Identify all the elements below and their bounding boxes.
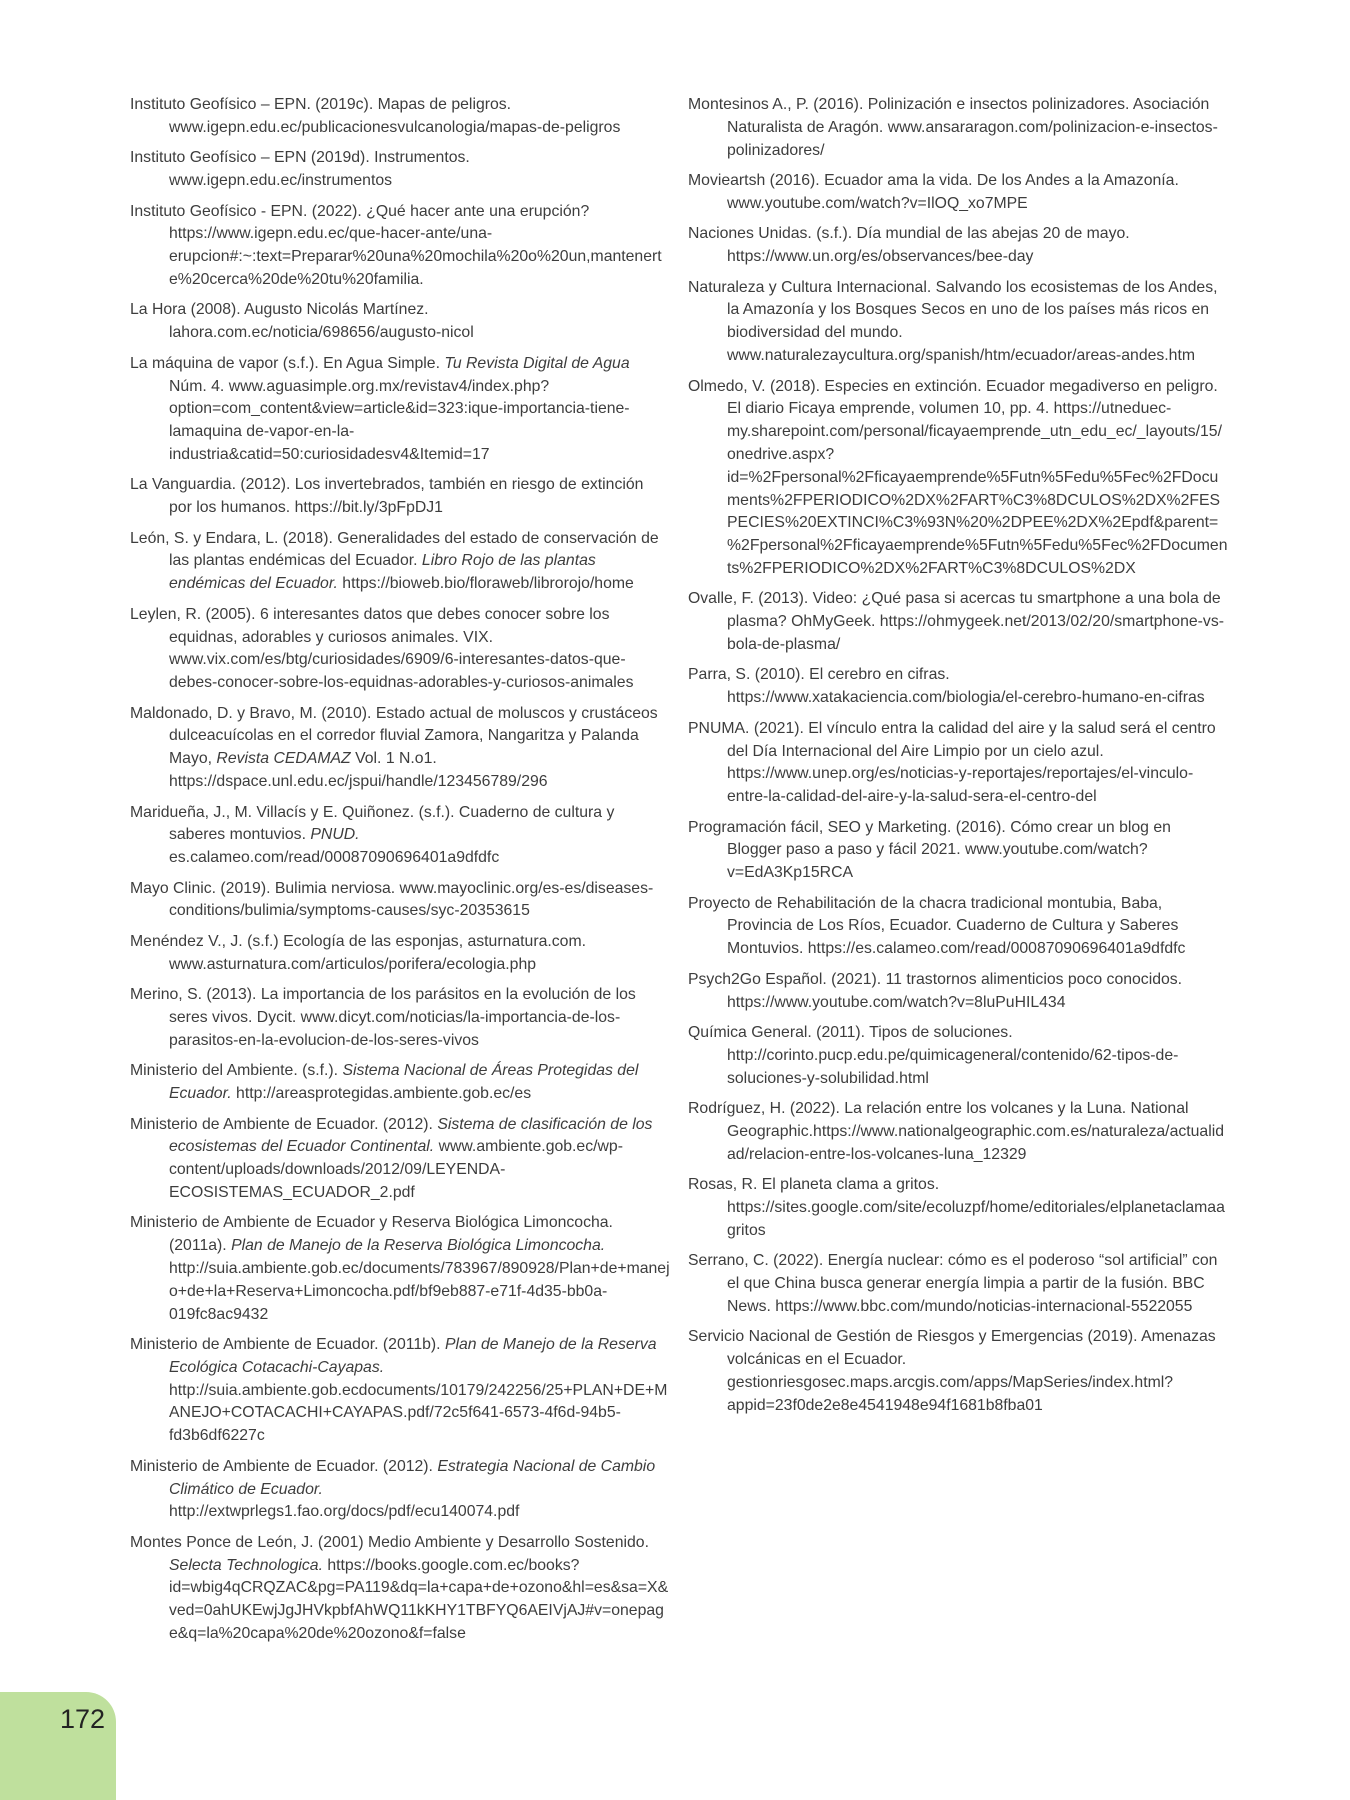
reference-text: León, S. y Endara, L. (2018). Generalidades del estado de conservación de las plantas endémicas del Ecuador. (130, 529, 659, 570)
reference-entry (130, 703, 670, 794)
reference-text: Naciones Unidas. (s.f.). Día mundial de las abejas 20 de mayo. https://www.un.org/es/observances/bee-day (688, 225, 1130, 266)
reference-text: https://bioweb.bio/floraweb/librorojo/home (337, 575, 634, 593)
reference-text: Naturaleza y Cultura Internacional. Salvando los ecosistemas de los Andes, la Amazonía y los Bosques Secos en uno de los países más ricos en biodiversidad del mundo. www.naturalezaycultura.org/spanish/htm/ecuador/areas-andes.htm (688, 278, 1218, 365)
reference-entry (688, 817, 1228, 885)
reference-entry (130, 1456, 670, 1524)
reference-entry (688, 223, 1228, 269)
reference-entry (688, 376, 1228, 581)
reference-text: La Hora (2008). Augusto Nicolás Martínez. lahora.com.ec/noticia/698656/augusto-nicol (130, 301, 474, 342)
reference-entry (130, 201, 670, 292)
reference-text: Mayo Clinic. (2019). Bulimia nerviosa. www.mayoclinic.org/es-es/diseases-conditions/bulimia/symptoms-causes/syc-20353615 (130, 879, 654, 920)
reference-text: Leylen, R. (2005). 6 interesantes datos que debes conocer sobre los equidnas, adorables y curiosos animales. VIX. www.vix.com/es/btg/curiosidades/6909/6-interesantes-datos-que-debes-conocer-sobre-los-equidnas-adorables-y-curiosos-animales (130, 605, 634, 692)
reference-entry (130, 1114, 670, 1205)
reference-entry (688, 664, 1228, 710)
reference-text: Rosas, R. El planeta clama a gritos. https://sites.google.com/site/ecoluzpf/home/editoriales/elplanetaclamaagritos (688, 1176, 1225, 1239)
reference-text: Ministerio del Ambiente. (s.f.). (130, 1062, 343, 1080)
reference-entry (130, 147, 670, 193)
reference-title-italic: Estrategia Nacional de Cambio Climático de Ecuador. (169, 1457, 656, 1498)
reference-title-italic: Sistema Nacional de Áreas Protegidas del Ecuador. (169, 1062, 639, 1103)
reference-column-left (130, 94, 670, 1653)
reference-entry (130, 1212, 670, 1326)
reference-text: https://books.google.com.ec/books?id=wbig4qCRQZAC&pg=PA119&dq=la+capa+de+ozono&hl=es&sa=X&ved=0ahUKEwjJgJHVkpbfAhWQ11kKHY1TBFYQ6AEIVjAJ#v=onepage&q=la%20capa%20de%20ozono&f=false (169, 1556, 669, 1642)
page-number: 172 (60, 1704, 106, 1734)
reference-text: PNUMA. (2021). El vínculo entra la calidad del aire y la salud será el centro del Día Internacional del Aire Limpio por un cielo azul. https://www.unep.org/es/noticias-y-reportajes/reportajes/el-vinculo-entre-la-calidad-del-aire-y-la-salud-sera-el-centro-del (688, 719, 1216, 806)
reference-entry (130, 1334, 670, 1448)
reference-column-right (688, 94, 1228, 1425)
reference-title-italic: Sistema de clasificación de los ecosistemas del Ecuador Continental. (169, 1115, 653, 1156)
reference-text: Olmedo, V. (2018). Especies en extinción. Ecuador megadiverso en peligro. El diario Ficaya emprende, volumen 10, pp. 4. https://utneduec-my.sharepoint.com/personal/ficayaemprende_utn_edu_ec/_layouts/15/onedrive.aspx?id=%2Fpersonal%2Fficayaemprende%5Futn%5Fedu%5Fec%2FDocuments%2FPERIODICO%2DX%2FART%C3%8DCULOS%2DX%2FESPECIES%20EXTINCI%C3%93N%20%2DPEE%2DX%2Epdf&parent=%2Fpersonal%2Fficayaemprende%5Futn%5Fedu%5Fec%2FDocuments%2FPERIODICO%2DX%2FART%C3%8DCULOS%2DX (688, 377, 1228, 577)
reference-entry (130, 474, 670, 520)
reference-text: http://areasprotegidas.ambiente.gob.ec/es (231, 1085, 532, 1103)
reference-text: Movieartsh (2016). Ecuador ama la vida. De los Andes a la Amazonía. www.youtube.com/watch?v=IlOQ_xo7MPE (688, 172, 1179, 212)
reference-entry (688, 94, 1228, 162)
reference-entry (688, 1326, 1228, 1417)
reference-text: Menéndez V., J. (s.f.) Ecología de las esponjas, asturnatura.com. www.asturnatura.com/articulos/porifera/ecologia.php (130, 932, 587, 973)
reference-title-italic: PNUD. (310, 826, 360, 844)
reference-text: Instituto Geofísico – EPN (2019d). Instrumentos. www.igepn.edu.ec/instrumentos (130, 149, 470, 190)
reference-text: es.calameo.com/read/00087090696401a9dfdfc (169, 849, 500, 867)
reference-title-italic: Selecta Technologica. (169, 1556, 323, 1574)
reference-entry (688, 588, 1228, 656)
reference-entry (130, 299, 670, 345)
reference-text: Maridueña, J., M. Villacís y E. Quiñonez. (s.f.). Cuaderno de cultura y saberes montuvios. (130, 803, 615, 844)
reference-title-italic: Revista CEDAMAZ (216, 750, 351, 768)
reference-text: Ministerio de Ambiente de Ecuador. (2011b). (130, 1336, 445, 1354)
reference-entry (688, 1250, 1228, 1318)
reference-text: Instituto Geofísico – EPN. (2019c). Mapas de peligros. www.igepn.edu.ec/publicacionesvulcanologia/mapas-de-peligros (130, 96, 621, 136)
reference-entry (130, 878, 670, 924)
reference-entry (688, 1022, 1228, 1090)
reference-text: http://suia.ambiente.gob.ec/documents/783967/890928/Plan+de+manejo+de+la+Reserva+Limoncocha.pdf/bf9eb887-e71f-4d35-bb0a-019fc8ac9432 (169, 1259, 670, 1323)
reference-entry (130, 984, 670, 1052)
reference-entry (130, 528, 670, 596)
reference-entry (688, 170, 1228, 216)
reference-text: Serrano, C. (2022). Energía nuclear: cómo es el poderoso “sol artificial” con el que China busca generar energía limpia a partir de la fusión. BBC News. https://www.bbc.com/mundo/noticias-internacional-5522055 (688, 1252, 1218, 1315)
reference-text: Ministerio de Ambiente de Ecuador. (2012). (130, 1457, 438, 1475)
reference-text: La Vanguardia. (2012). Los invertebrados, también en riesgo de extinción por los humanos. https://bit.ly/3pFpDJ1 (130, 476, 644, 517)
reference-text: Rodríguez, H. (2022). La relación entre los volcanes y la Luna. National Geographic.https://www.nationalgeographic.com.es/naturaleza/actualidad/relacion-entre-los-volcanes-luna_12329 (688, 1100, 1225, 1163)
reference-text: Psych2Go Español. (2021). 11 trastornos alimenticios poco conocidos. https://www.youtube.com/watch?v=8luPuHIL434 (688, 970, 1183, 1011)
reference-text: http://suia.ambiente.gob.ecdocuments/10179/242256/25+PLAN+DE+MANEJO+COTACACHI+CAYAPAS.pdf/72c5f641-6573-4f6d-94b5-fd3b6df6227c (169, 1381, 668, 1445)
reference-text: Ovalle, F. (2013). Video: ¿Qué pasa si acercas tu smartphone a una bola de plasma? OhMyGeek. https://ohmygeek.net/2013/02/20/smartphone-vs-bola-de-plasma/ (688, 590, 1224, 653)
reference-text: La máquina de vapor (s.f.). En Agua Simple. (130, 354, 445, 372)
reference-text: Química General. (2011). Tipos de soluciones. http://corinto.pucp.edu.pe/quimicageneral/contenido/62-tipos-de-soluciones-y-solubilidad.html (688, 1024, 1179, 1087)
reference-text: Vol. 1 N.o1. https://dspace.unl.edu.ec/jspui/handle/123456789/296 (169, 750, 548, 791)
reference-entry (688, 718, 1228, 809)
reference-title-italic: Plan de Manejo de la Reserva Biológica Limoncocha. (231, 1237, 606, 1255)
reference-entry (130, 802, 670, 870)
reference-title-italic: Tu Revista Digital de Agua (444, 354, 630, 372)
reference-text: Ministerio de Ambiente de Ecuador y Reserva Biológica Limoncocha. (2011a). (130, 1214, 613, 1255)
reference-text: Proyecto de Rehabilitación de la chacra tradicional montubia, Baba, Provincia de Los Ríos, Ecuador. Cuaderno de Cultura y Saberes Montuvios. https://es.calameo.com/read/00087090696401a9dfdfc (688, 894, 1186, 958)
reference-entry (688, 1174, 1228, 1242)
reference-entry (688, 277, 1228, 368)
reference-entry (130, 94, 670, 140)
reference-title-italic: Plan de Manejo de la Reserva Ecológica Cotacachi-Cayapas. (169, 1336, 657, 1376)
reference-text: Merino, S. (2013). La importancia de los parásitos en la evolución de los seres vivos. Dycit. www.dicyt.com/noticias/la-importancia-de-los-parasitos-en-la-evolucion-de-los-seres-vivos (130, 986, 636, 1049)
reference-entry (130, 353, 670, 467)
reference-text: http://extwprlegs1.fao.org/docs/pdf/ecu140074.pdf (169, 1503, 520, 1521)
reference-text: www.ambiente.gob.ec/wp-content/uploads/downloads/2012/09/LEYENDA-ECOSISTEMAS_ECUADOR_2.pdf (169, 1138, 623, 1201)
reference-text: Servicio Nacional de Gestión de Riesgos y Emergencias (2019). Amenazas volcánicas en el Ecuador. gestionriesgosec.maps.arcgis.com/apps/MapSeries/index.html?appid=23f0de2e8e4541948e94f1681b8fba01 (688, 1328, 1216, 1414)
reference-entry (130, 1060, 670, 1106)
reference-text: Núm. 4. www.aguasimple.org.mx/revistav4/index.php?option=com_content&view=article&id=323:ique-importancia-tiene-lamaquina de-vapor-en-la-industria&catid=50:curiosidadesv4&Itemid=17 (169, 377, 630, 463)
reference-text: Maldonado, D. y Bravo, M. (2010). Estado actual de moluscos y crustáceos dulceacuícolas en el corredor fluvial Zamora, Nangaritza y Palanda Mayo, (130, 704, 658, 768)
reference-text: Montesinos A., P. (2016). Polinización e insectos polinizadores. Asociación Naturalista de Aragón. www.ansararagon.com/polinizacion-e-insectos-polinizadores/ (688, 96, 1218, 159)
reference-entry (688, 893, 1228, 961)
reference-entry (688, 969, 1228, 1015)
reference-text: Instituto Geofísico - EPN. (2022). ¿Qué hacer ante una erupción? https://www.igepn.edu.ec/que-hacer-ante/una-erupcion#:~:text=Preparar%20una%20mochila%20o%20un,mantenerte%20cerca%20de%20tu%20familia. (130, 202, 662, 288)
reference-text: Programación fácil, SEO y Marketing. (2016). Cómo crear un blog en Blogger paso a paso y fácil 2021. www.youtube.com/watch?v=EdA3Kp15RCA (688, 818, 1171, 882)
reference-entry (130, 931, 670, 977)
reference-text: Montes Ponce de León, J. (2001) Medio Ambiente y Desarrollo Sostenido. (130, 1533, 649, 1551)
reference-title-italic: Libro Rojo de las plantas endémicas del Ecuador. (169, 552, 596, 593)
reference-entry (688, 1098, 1228, 1166)
reference-entry (130, 604, 670, 695)
reference-entry (130, 1532, 670, 1646)
reference-text: Parra, S. (2010). El cerebro en cifras. https://www.xatakaciencia.com/biologia/el-cerebro-humano-en-cifras (688, 666, 1205, 707)
reference-text: Ministerio de Ambiente de Ecuador. (2012). (130, 1115, 438, 1133)
